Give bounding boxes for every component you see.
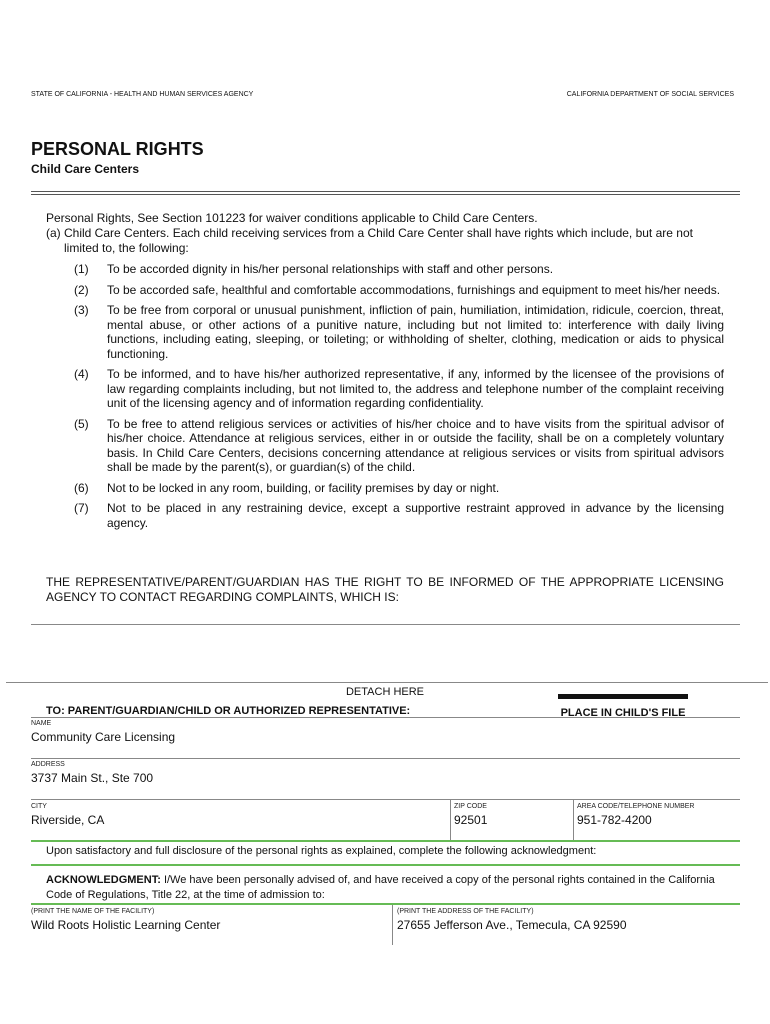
agency-header: STATE OF CALIFORNIA - HEALTH AND HUMAN SERVICES AGENCY (31, 91, 254, 98)
rights-item (74, 262, 724, 277)
intro-text: Personal Rights, See Section 101223 for waiver conditions applicable to Child Care Centers. (46, 211, 538, 225)
complaint-notice: THE REPRESENTATIVE/PARENT/GUARDIAN HAS THE RIGHT TO BE INFORMED OF THE APPROPRIATE LICENSING AGENCY TO CONTACT REGARDING COMPLAINTS, WHICH IS: (46, 575, 724, 604)
acknowledgment-body: I/We have been personally advised of, and have received a copy of the personal rights contained in the California Code of Regulations, Title 22, at the time of admission to: (46, 874, 715, 901)
rights-item-number: (5) (74, 416, 89, 431)
department-header: CALIFORNIA DEPARTMENT OF SOCIAL SERVICES (566, 91, 734, 98)
field-divider (31, 799, 740, 800)
detach-line (6, 682, 768, 683)
rights-item-text: Not to be placed in any restraining device, except a supportive restraint approved in advance by the licensing agency. (107, 501, 724, 530)
rights-item (74, 303, 724, 361)
facility-address-field[interactable]: 27655 Jefferson Ave., Temecula, CA 92590 (397, 918, 627, 932)
page-title: PERSONAL RIGHTS (31, 139, 204, 159)
rights-item-number: (6) (74, 480, 89, 495)
facility-address-label: (PRINT THE ADDRESS OF THE FACILITY) (397, 908, 534, 915)
name-field[interactable]: Community Care Licensing (31, 730, 176, 744)
page-subtitle: Child Care Centers (31, 162, 140, 176)
rights-item-number: (7) (74, 501, 89, 515)
rights-item-text: To be accorded safe, healthful and comfortable accommodations, furnishings and equipment to meet his/her needs. (107, 282, 721, 297)
agency-blank-line (31, 624, 740, 625)
rights-item (74, 283, 724, 298)
green-divider (31, 864, 740, 866)
zip-field[interactable]: 92501 (454, 813, 488, 827)
rights-item-text: To be free to attend religious services or activities of his/her choice and to have visits from the spiritual advisor of his/her choice. Attendance at religious services, either in or outside the facility, shall be on a completely voluntary basis. In Child Care Centers, decisions concerning attendance at religious services or visits from spiritual advisors shall be made by the parent(s), or guardian(s) of the child. (107, 416, 724, 474)
detach-here-label: DETACH HERE (345, 686, 425, 698)
zip-field-label: ZIP CODE (454, 803, 487, 810)
rights-item-text: To be free from corporal or unusual punishment, infliction of pain, humiliation, intimidation, ridicule, coercion, threat, mental abuse, or other actions of a punitive nature, including but not limited to: interference with daily living functions, including eating, sleeping, or toileting; or withholding of shelter, clothing, medication or aids to physical functioning. (107, 303, 724, 361)
place-in-file-label: PLACE IN CHILD'S FILE (558, 694, 688, 719)
facility-name-field[interactable]: Wild Roots Holistic Learning Center (31, 918, 221, 932)
form-top-rule (31, 717, 740, 718)
rights-item-text: To be accorded dignity in his/her personal relationships with staff and other persons. (107, 262, 554, 276)
name-field-label: NAME (31, 720, 52, 727)
rights-list (74, 262, 724, 536)
section-a-paragraph: (a) Child Care Centers. Each child receiving services from a Child Care Center shall have rights which include, but are not limited to, the following: (46, 226, 693, 255)
column-divider (573, 800, 574, 840)
green-divider (31, 903, 740, 905)
rights-item-text: To be informed, and to have his/her authorized representative, if any, informed by the licensee of the provisions of law regarding complaints including, but not limited to, the address and telephone number of the complaint receiving unit of the licensing agency and of information regarding confidentiality. (107, 367, 724, 410)
rights-item-number: (4) (74, 367, 89, 381)
city-field[interactable]: Riverside, CA (31, 813, 105, 827)
rights-item-number: (3) (74, 303, 89, 317)
acknowledgment-label: ACKNOWLEDGMENT: (46, 874, 161, 886)
facility-name-label: (PRINT THE NAME OF THE FACILITY) (31, 908, 155, 915)
acknowledgment-text (46, 873, 716, 903)
city-field-label: CITY (31, 803, 47, 810)
rights-item-number: (2) (74, 282, 89, 297)
rights-item-text: Not to be locked in any room, building, or facility premises by day or night. (107, 480, 500, 495)
rights-item (74, 501, 724, 530)
rights-item-number: (1) (74, 262, 89, 276)
field-divider (31, 758, 740, 759)
section-a-text (46, 226, 726, 255)
address-field-label: ADDRESS (31, 761, 65, 768)
green-divider (31, 840, 740, 842)
column-divider (392, 905, 393, 945)
rights-item (74, 417, 724, 475)
phone-field-label: AREA CODE/TELEPHONE NUMBER (577, 803, 695, 810)
rights-item (74, 481, 724, 496)
title-divider (31, 191, 740, 195)
rights-item (74, 367, 724, 411)
address-field[interactable]: 3737 Main St., Ste 700 (31, 771, 154, 785)
column-divider (450, 800, 451, 840)
phone-field[interactable]: 951-782-4200 (577, 813, 652, 827)
recipient-label: TO: PARENT/GUARDIAN/CHILD OR AUTHORIZED REPRESENTATIVE: (46, 705, 411, 717)
acknowledgment-intro: Upon satisfactory and full disclosure of the personal rights as explained, complete the following acknowledgment: (46, 845, 597, 857)
